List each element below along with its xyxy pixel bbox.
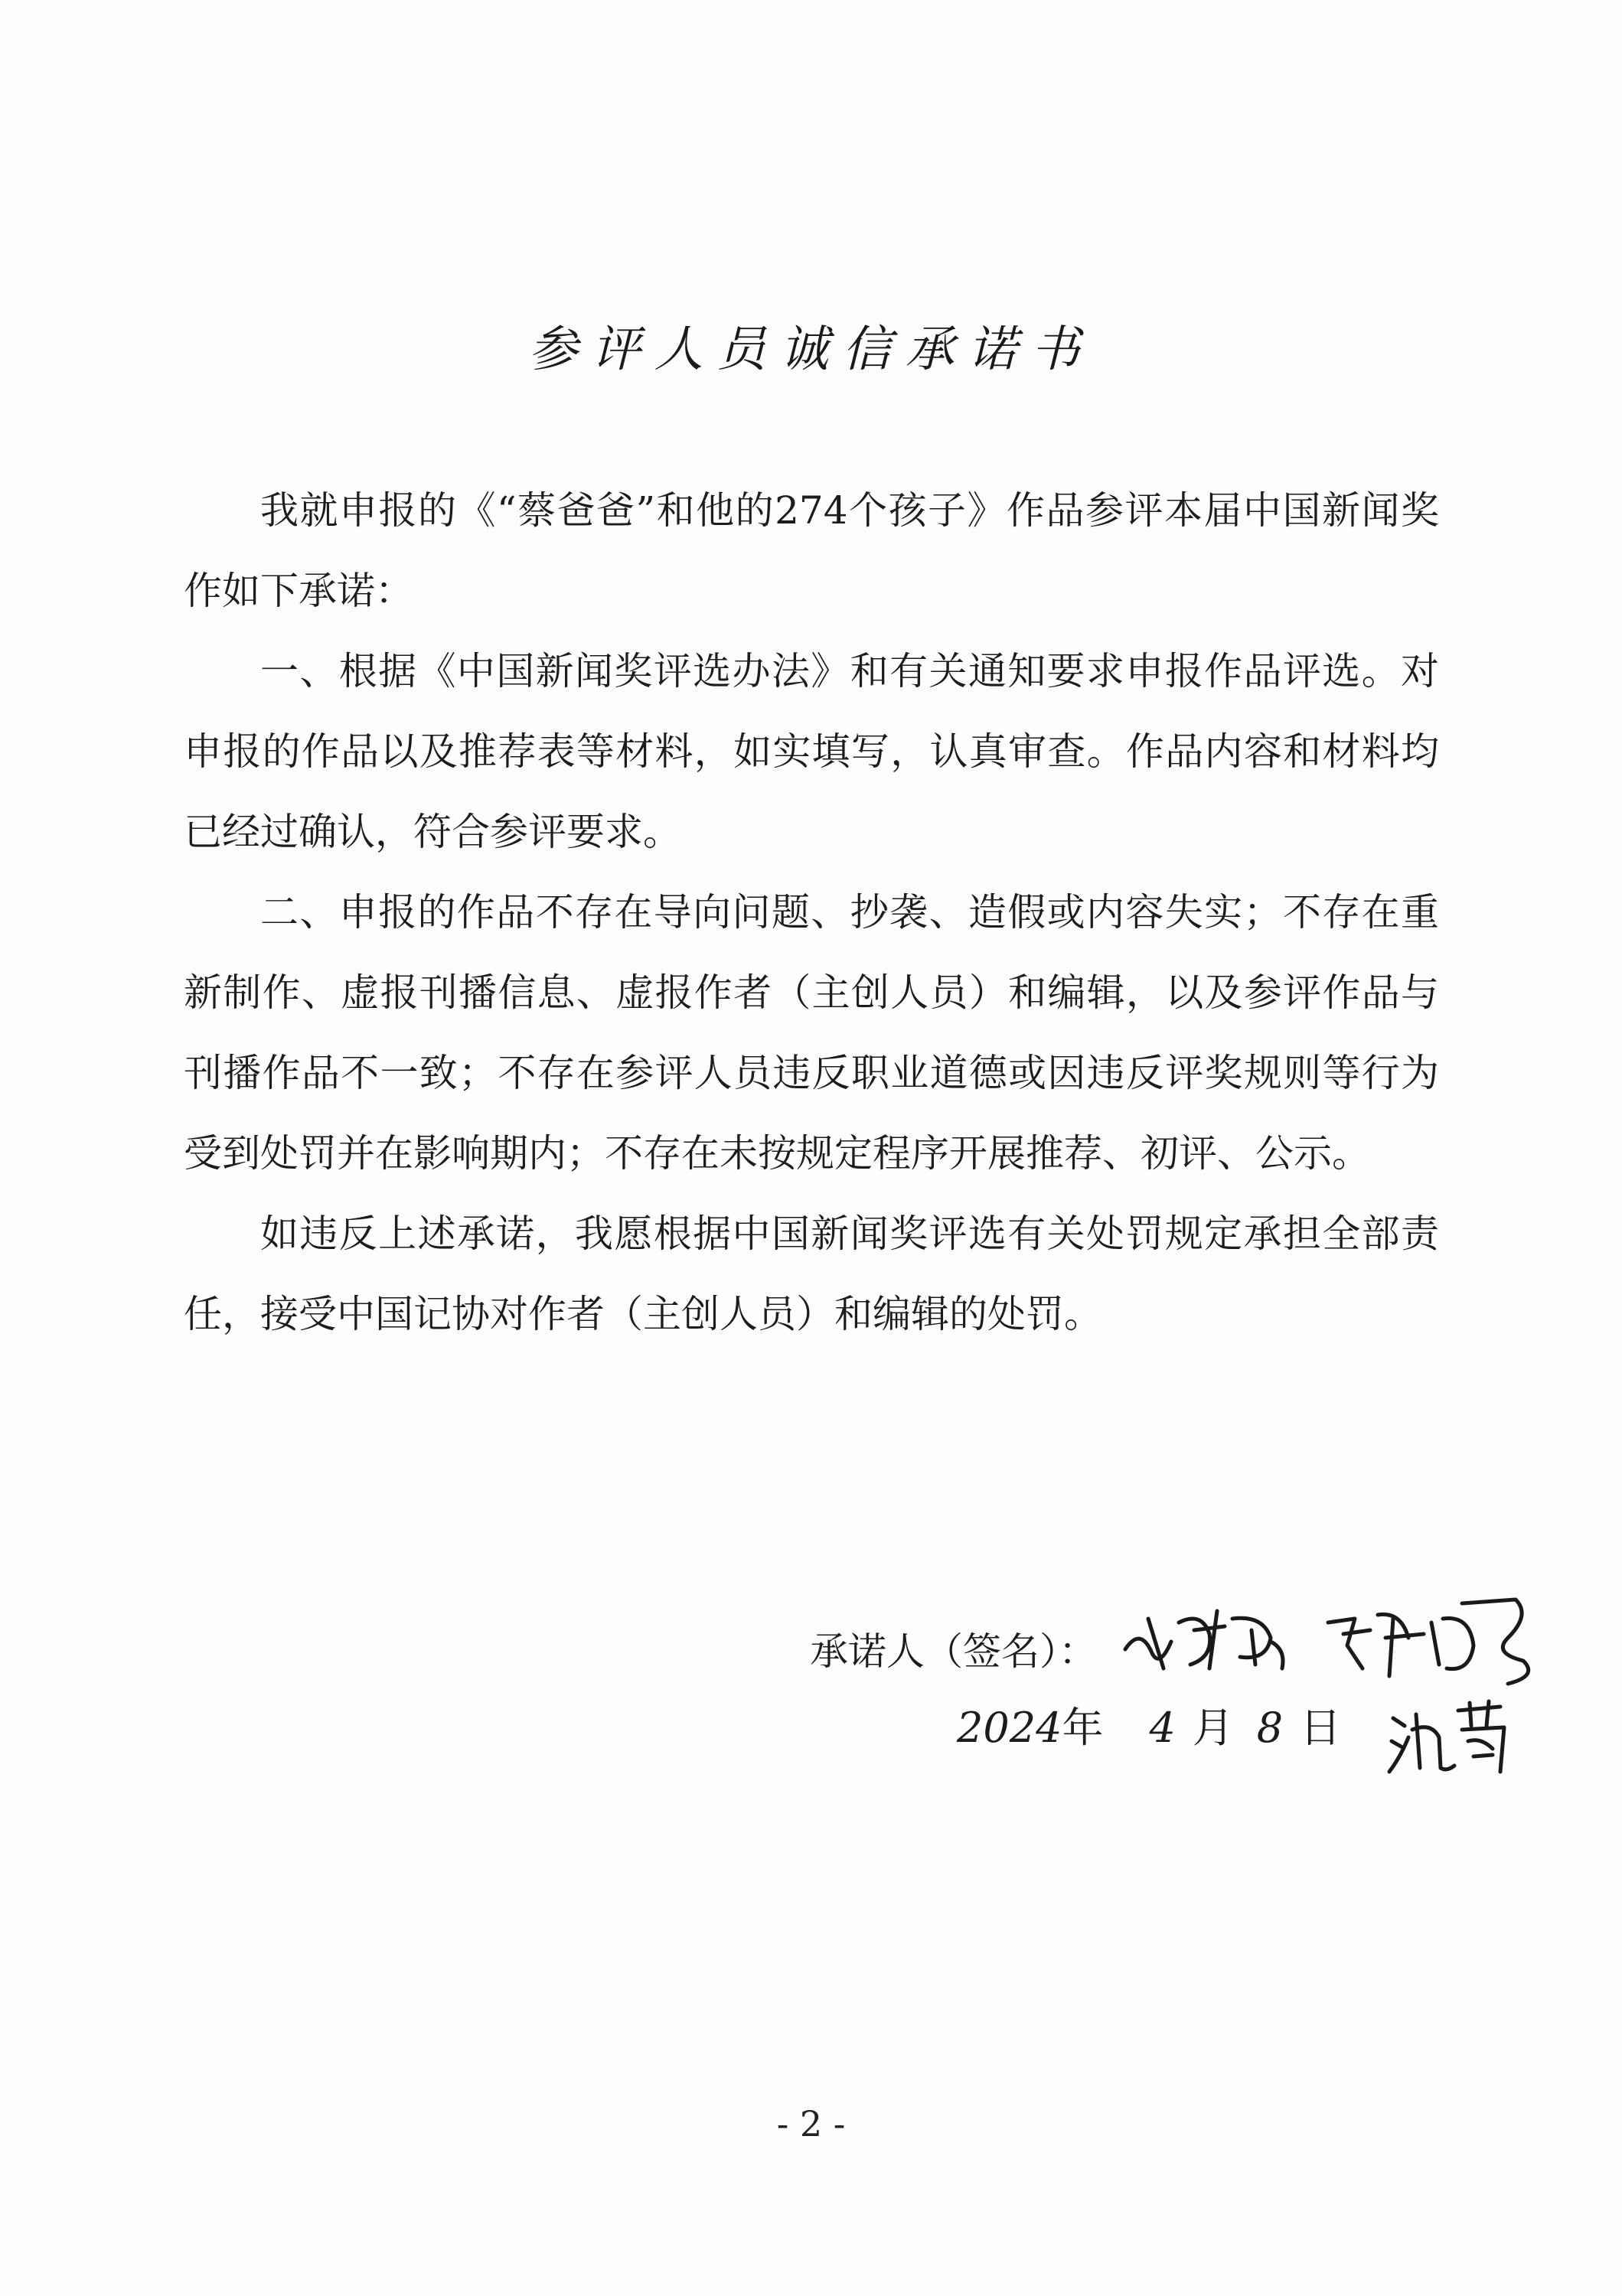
date-month: 4	[1149, 1704, 1176, 1752]
date-row	[957, 1695, 1341, 1764]
signature-label: 承诺人（签名）：	[810, 1629, 1097, 1674]
handwritten-signature-3	[1385, 1695, 1516, 1779]
signature-row	[810, 1621, 1097, 1682]
paragraph-commitment-1: 一、根据《中国新闻奖评选办法》和有关通知要求申报作品评选。对申报的作品以及推荐表等材料，如实填写，认真审查。作品内容和材料均已经过确认，符合参评要求。	[184, 649, 1439, 854]
handwritten-signature-1	[1118, 1596, 1294, 1680]
document-title: 参评人员诚信承诺书	[528, 321, 1094, 378]
date-year: 2024	[957, 1704, 1062, 1752]
document-body	[184, 471, 1439, 1355]
date-day-unit: 日	[1300, 1704, 1342, 1752]
date-day: 8	[1256, 1704, 1284, 1752]
paragraph-closing: 如违反上述承诺，我愿根据中国新闻奖评选有关处罚规定承担全部责任，接受中国记协对作者（主创人员）和编辑的处罚。	[184, 1212, 1439, 1336]
paragraph-intro: 我就申报的《“蔡爸爸”和他的274个孩子》作品参评本届中国新闻奖作如下承诺：	[184, 488, 1439, 613]
paragraph-commitment-2: 二、申报的作品不存在导向问题、抄袭、造假或内容失实；不存在重新制作、虚报刊播信息、虚报作者（主创人员）和编辑，以及参评作品与刊播作品不一致；不存在参评人员违反职业道德或因违反评奖规则等行为受到处罚并在影响期内；不存在未按规定程序开展推荐、初评、公示。	[184, 890, 1439, 1176]
date-year-unit: 年	[1062, 1704, 1104, 1752]
page-number: - 2 -	[776, 2103, 846, 2144]
date-month-unit: 月	[1192, 1704, 1234, 1752]
handwritten-signature-2	[1317, 1592, 1546, 1691]
